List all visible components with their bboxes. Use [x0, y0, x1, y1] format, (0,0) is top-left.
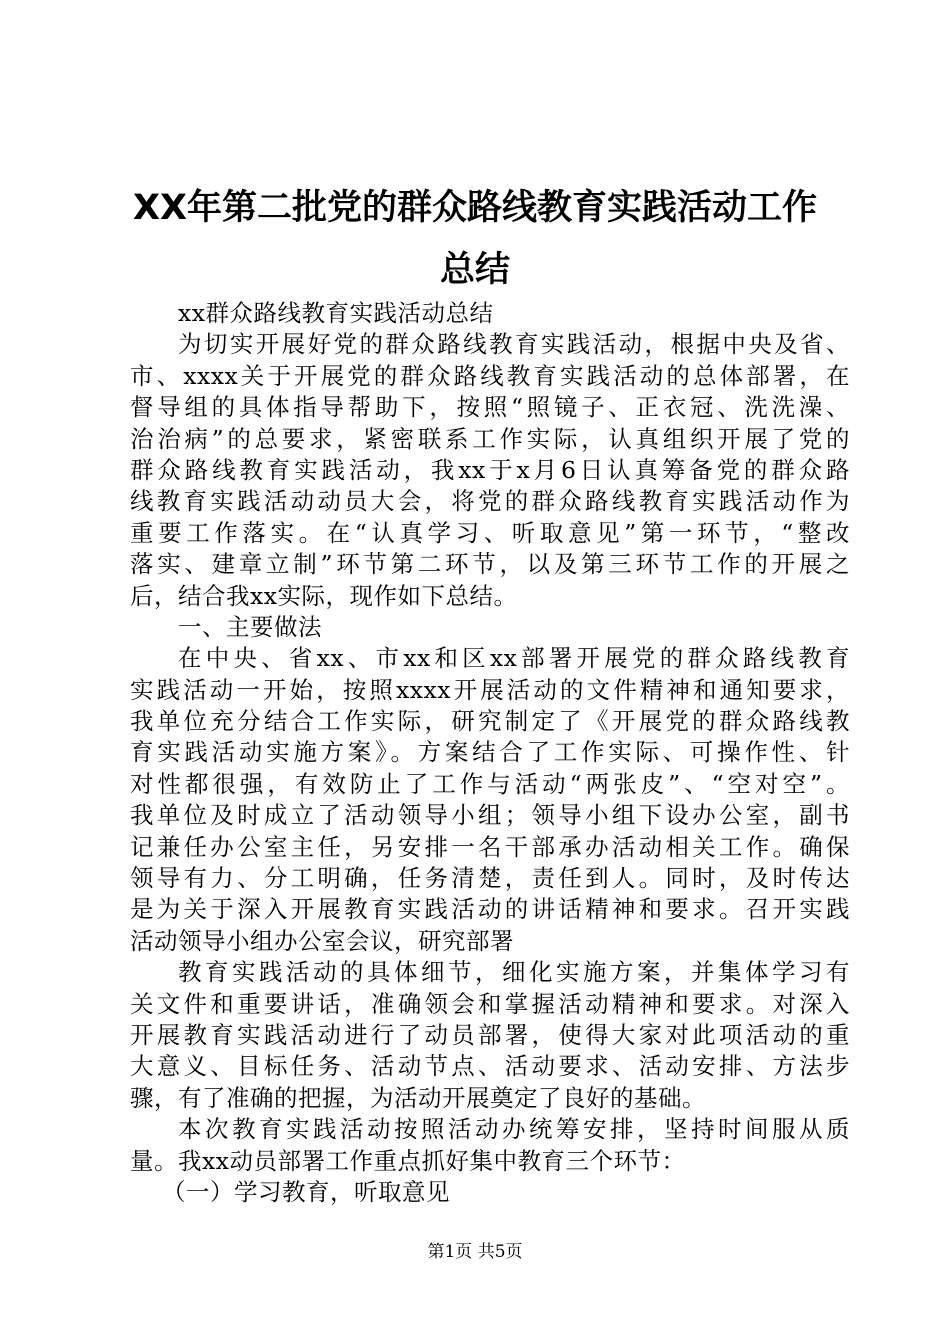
body-line: 开展教育实践活动进行了动员部署，使得大家对此项活动的重 — [130, 1020, 850, 1049]
body-line: 后，结合我xx实际，现作如下总结。 — [130, 581, 518, 610]
body-line: 大意义、目标任务、活动节点、活动要求、活动安排、方法步 — [130, 1052, 850, 1081]
body-line: 本次教育实践活动按照活动办统筹安排，坚持时间服从质 — [178, 1115, 850, 1144]
body-line: 育实践活动实施方案》。方案结合了工作实际、可操作性、针 — [130, 738, 850, 767]
body-line: 市、xxxx关于开展党的群众路线教育实践活动的总体部署，在 — [130, 361, 850, 390]
subsection-heading: （一）学习教育，听取意见 — [162, 1177, 450, 1206]
body-line: 线教育实践活动动员大会，将党的群众路线教育实践活动作为 — [130, 487, 850, 516]
body-line: 教育实践活动的具体细节，细化实施方案，并集体学习有 — [178, 958, 850, 987]
body-line: 在中央、省xx、市xx和区xx部署开展党的群众路线教育 — [178, 644, 850, 673]
body-line: 重要工作落实。在“认真学习、听取意见”第一环节，“整改 — [130, 518, 850, 547]
body-line: 量。我xx动员部署工作重点抓好集中教育三个环节： — [130, 1146, 686, 1175]
body-line: 群众路线教育实践活动，我xx于x月6日认真筹备党的群众路 — [130, 455, 850, 484]
page-footer: 第1页 共5页 — [427, 1242, 523, 1262]
body-line: 活动领导小组办公室会议，研究部署 — [130, 926, 514, 955]
body-line: 督导组的具体指导帮助下，按照“照镜子、正衣冠、洗洗澡、 — [130, 393, 850, 422]
body-line: 关文件和重要讲话，准确领会和掌握活动精神和要求。对深入 — [130, 989, 850, 1018]
body-line: 我单位充分结合工作实际，研究制定了《开展党的群众路线教 — [130, 707, 850, 736]
body-line: 落实、建章立制”环节第二环节，以及第三环节工作的开展之 — [130, 550, 850, 579]
body-line: 记兼任办公室主任，另安排一名干部承办活动相关工作。确保 — [130, 832, 850, 861]
body-line: 是为关于深入开展教育实践活动的讲话精神和要求。召开实践 — [130, 895, 850, 924]
body-line: 我单位及时成立了活动领导小组；领导小组下设办公室，副书 — [130, 801, 850, 830]
document-body — [130, 298, 850, 1208]
document-title-line-2: 总结 — [439, 250, 510, 290]
body-line: 为切实开展好党的群众路线教育实践活动，根据中央及省、 — [178, 330, 850, 359]
body-line: 实践活动一开始，按照xxxx开展活动的文件精神和通知要求， — [130, 675, 850, 704]
body-line: 领导有力、分工明确，任务清楚，责任到人。同时，及时传达 — [130, 864, 850, 893]
body-line: 骤，有了准确的把握，为活动开展奠定了良好的基础。 — [130, 1083, 706, 1112]
body-line: xx群众路线教育实践活动总结 — [178, 299, 494, 327]
section-heading: 一、主要做法 — [178, 612, 322, 641]
body-line: 对性都很强，有效防止了工作与活动“两张皮”、“空对空”。 — [130, 769, 850, 798]
body-line: 治治病”的总要求，紧密联系工作实际，认真组织开展了党的 — [130, 424, 850, 453]
document-title-line-1: XX年第二批党的群众路线教育实践活动工作 — [133, 188, 817, 228]
